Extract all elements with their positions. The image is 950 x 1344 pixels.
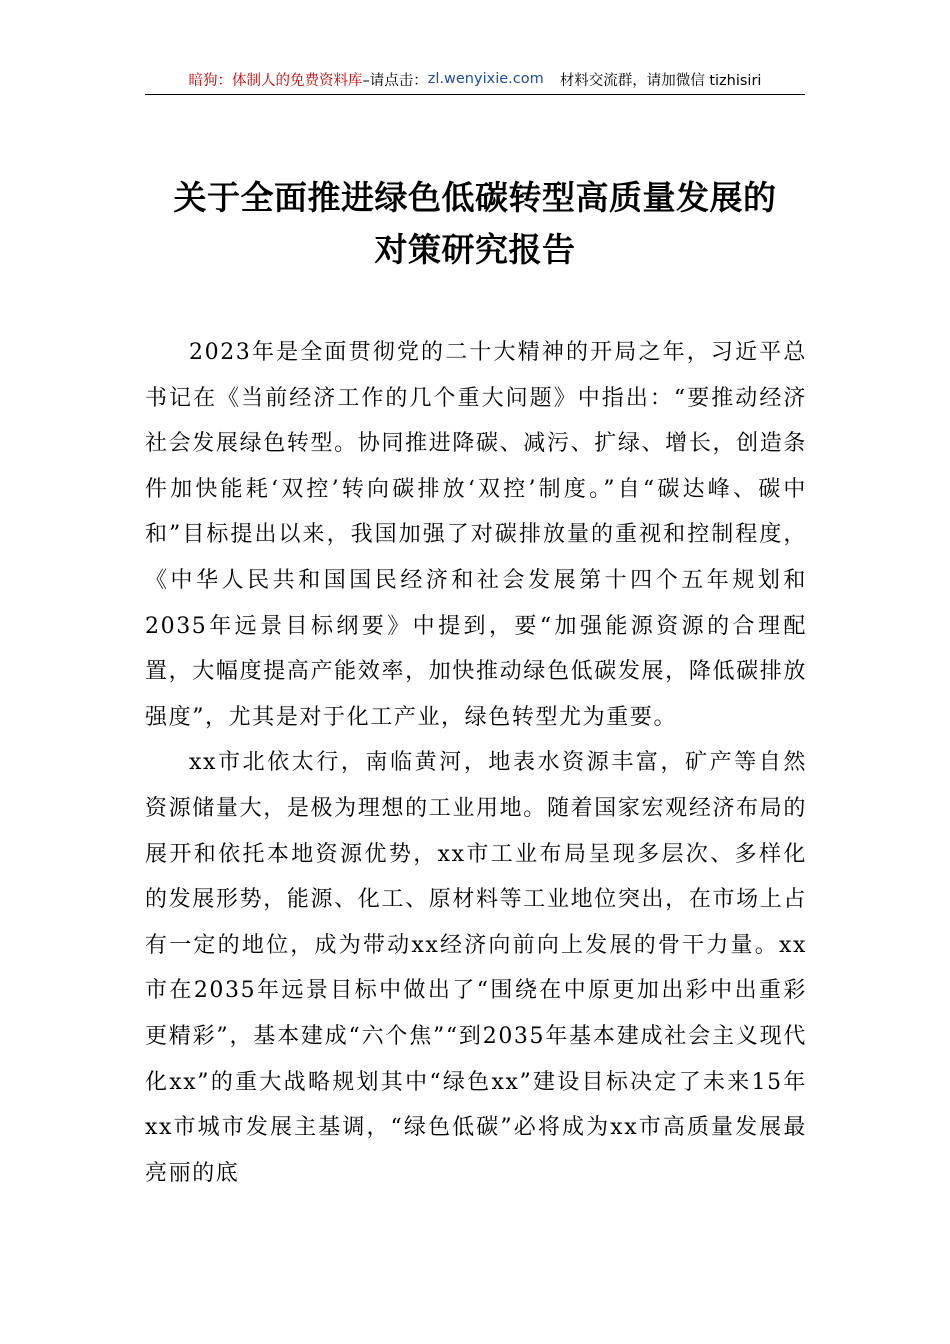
- header-site-name: 暗狗：体制人的免费资料库: [188, 72, 363, 89]
- header-url-link[interactable]: zl.wenyixie.com: [427, 71, 544, 87]
- header-click-prompt: –请点击：: [362, 72, 428, 89]
- document-title: [100, 172, 850, 276]
- paragraph: 2023年是全面贯彻党的二十大精神的开局之年，习近平总书记在《当前经济工作的几个重大问题》中指出：“要推动经济社会发展绿色转型。协同推进降碳、减污、扩绿、增长，创造条件加快能耗‘双控’转向碳排放‘双控’制度。”自“碳达峰、碳中和”目标提出以来，我国加强了对碳排放量的重视和控制程度，《中华人民共和国国民经济和社会发展第十四个五年规划和2035年远景目标纲要》中提到，要“加强能源资源的合理配置，大幅度提高产能效率，加快推动绿色低碳发展，降低碳排放强度”，尤其是对于化工产业，绿色转型尤为重要。: [145, 340, 807, 730]
- document-body: [145, 330, 807, 1196]
- header-contact: 材料交流群，请加微信 tizhisiri: [559, 72, 762, 89]
- title-line-1: 关于全面推进绿色低碳转型高质量发展的: [173, 178, 777, 217]
- paragraph: xx市北依太行，南临黄河，地表水资源丰富，矿产等自然资源储量大，是极为理想的工业用地。随着国家宏观经济布局的展开和依托本地资源优势，xx市工业布局呈现多层次、多样化的发展形势，能源、化工、原材料等工业地位突出，在市场上占有一定的地位，成为带动xx经济向前向上发展的骨干力量。xx市在2035年远景目标中做出了“围绕在中原更加出彩中出重彩更精彩”，基本建成“六个焦”“到2035年基本建成社会主义现代化xx”的重大战略规划其中“绿色xx”建设目标决定了未来15年xx市城市发展主基调，“绿色低碳”必将成为xx市高质量发展最亮丽的底: [145, 750, 807, 1186]
- page-header: [145, 64, 805, 95]
- title-line-2: 对策研究报告: [374, 230, 576, 269]
